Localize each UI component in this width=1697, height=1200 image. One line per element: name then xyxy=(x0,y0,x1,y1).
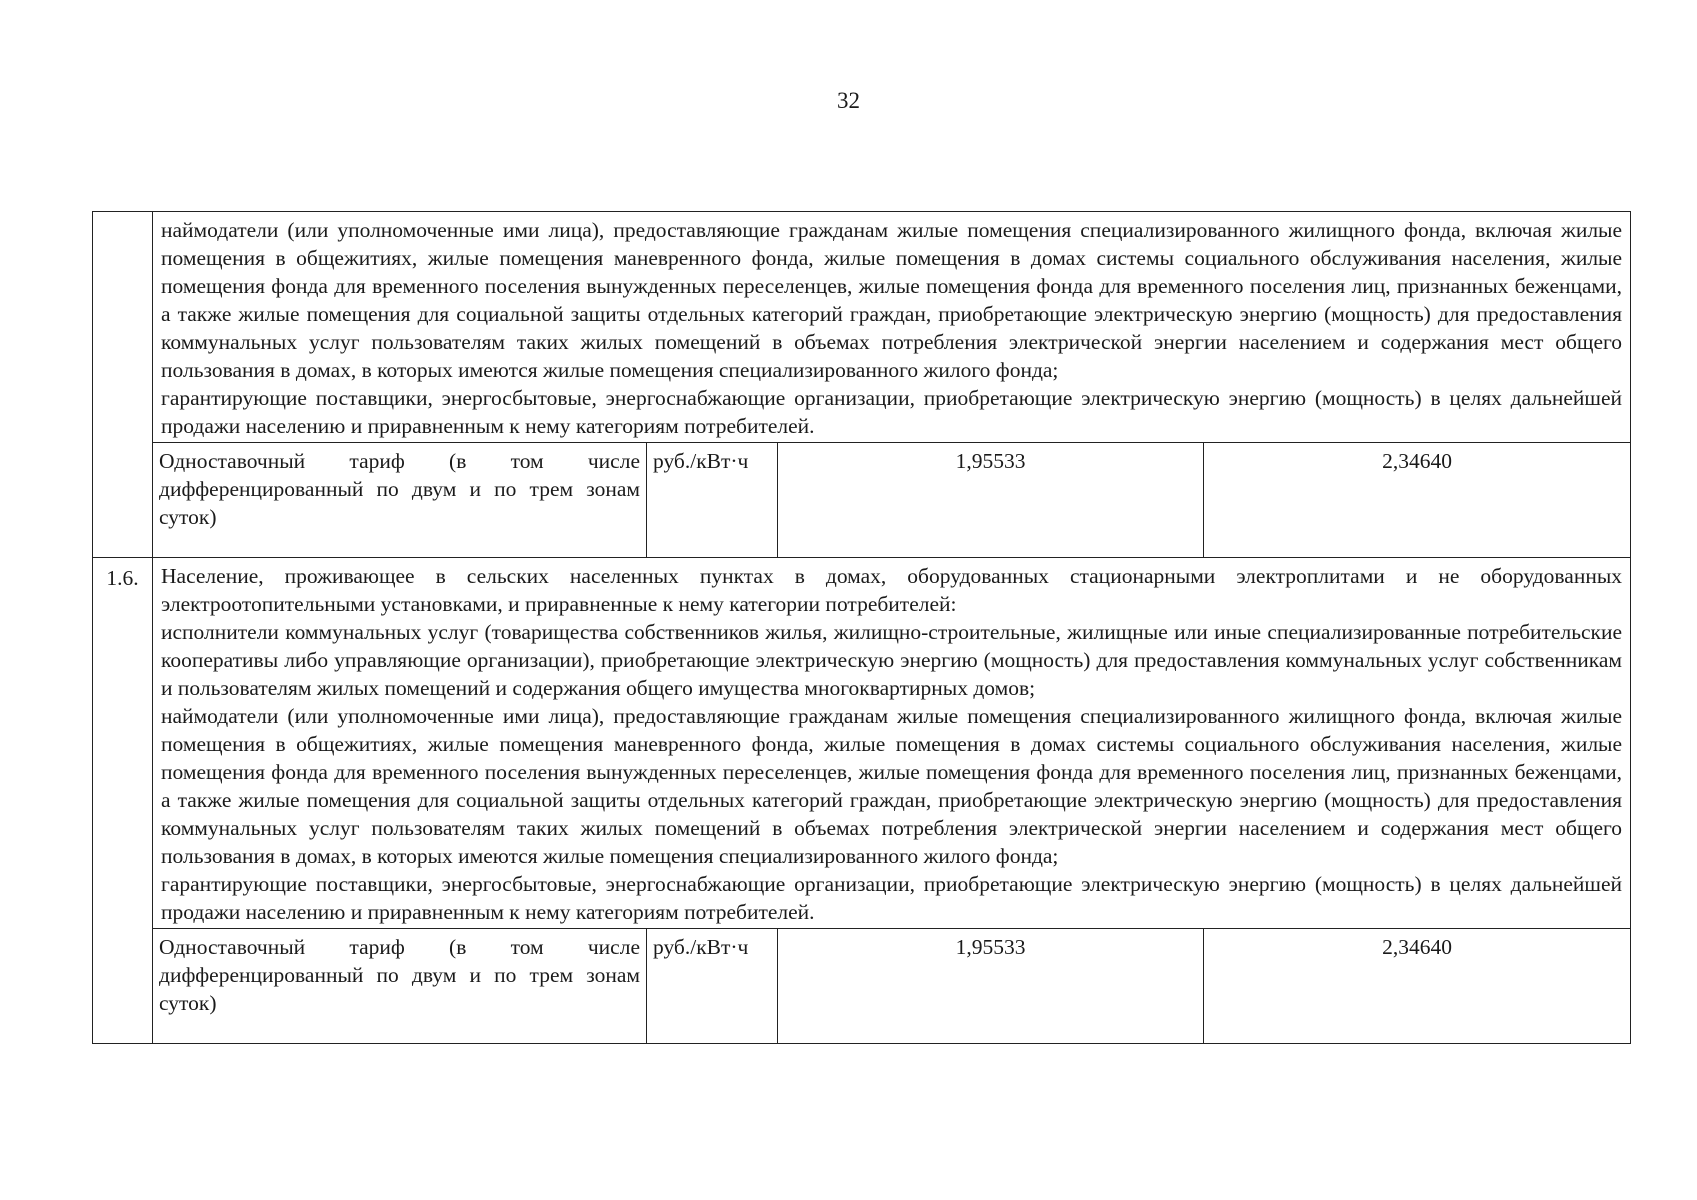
section-number: 1.6. xyxy=(93,558,153,1044)
tariff-table xyxy=(92,211,1631,1044)
description-paragraph: Население, проживающее в сельских населенных пунктах в домах, оборудованных стационарными электроплитами и не оборудованных электроотопительными установками, и приравненные к нему категории потребителей: xyxy=(161,564,1623,616)
tariff-name: Одноставочный тариф (в том числе дифференцированный по двум и по трем зонам суток) xyxy=(153,443,647,558)
description-paragraph: гарантирующие поставщики, энергосбытовые, энергоснабжающие организации, приобретающие электрическую энергию (мощность) в целях дальнейшей продажи населению и приравненным к нему категориям потребителей. xyxy=(161,872,1623,924)
rate-row xyxy=(93,443,1631,558)
description-paragraph: гарантирующие поставщики, энергосбытовые, энергоснабжающие организации, приобретающие электрическую энергию (мощность) в целях дальнейшей продажи населению и приравненным к нему категориям потребителей. xyxy=(161,386,1623,438)
section-description-row xyxy=(93,558,1631,929)
tariff-value-first-half: 1,95533 xyxy=(778,929,1204,1044)
unit-cell: руб./кВт·ч xyxy=(647,443,778,558)
unit-cell: руб./кВт·ч xyxy=(647,929,778,1044)
section-description xyxy=(153,558,1631,929)
section-description xyxy=(153,212,1631,443)
description-paragraph: наймодатели (или уполномоченные ими лица), предоставляющие гражданам жилые помещения специализированного жилищного фонда, включая жилые помещения в общежитиях, жилые помещения маневренного фонда, жилые помещения в домах системы социального обслуживания населения, жилые помещения фонда для временного поселения вынужденных переселенцев, жилые помещения фонда для временного поселения лиц, признанных беженцами, а также жилые помещения для социальной защиты отдельных категорий граждан, приобретающие электрическую энергию (мощность) для предоставления коммунальных услуг пользователям таких жилых помещений в объемах потребления электрической энергии населением и содержания мест общего пользования в домах, в которых имеются жилые помещения специализированного жилого фонда; xyxy=(161,218,1623,382)
tariff-value-first-half: 1,95533 xyxy=(778,443,1204,558)
rate-row xyxy=(93,929,1631,1044)
section-description-row xyxy=(93,212,1631,443)
page-number: 32 xyxy=(837,88,860,113)
tariff-name: Одноставочный тариф (в том числе дифференцированный по двум и по трем зонам суток) xyxy=(153,929,647,1044)
section-number xyxy=(93,212,153,558)
tariff-value-second-half: 2,34640 xyxy=(1204,929,1631,1044)
description-paragraph: исполнители коммунальных услуг (товарищества собственников жилья, жилищно-строительные, жилищные или иные специализированные потребительские кооперативы либо управляющие организации), приобретающие электрическую энергию (мощность) для предоставления коммунальных услуг собственникам и пользователям жилых помещений и содержания общего имущества многоквартирных домов; xyxy=(161,620,1623,700)
tariff-value-second-half: 2,34640 xyxy=(1204,443,1631,558)
description-paragraph: наймодатели (или уполномоченные ими лица), предоставляющие гражданам жилые помещения специализированного жилищного фонда, включая жилые помещения в общежитиях, жилые помещения маневренного фонда, жилые помещения в домах системы социального обслуживания населения, жилые помещения фонда для временного поселения вынужденных переселенцев, жилые помещения фонда для временного поселения лиц, признанных беженцами, а также жилые помещения для социальной защиты отдельных категорий граждан, приобретающие электрическую энергию (мощность) для предоставления коммунальных услуг пользователям таких жилых помещений в объемах потребления электрической энергии населением и содержания мест общего пользования в домах, в которых имеются жилые помещения специализированного жилого фонда; xyxy=(161,704,1623,868)
